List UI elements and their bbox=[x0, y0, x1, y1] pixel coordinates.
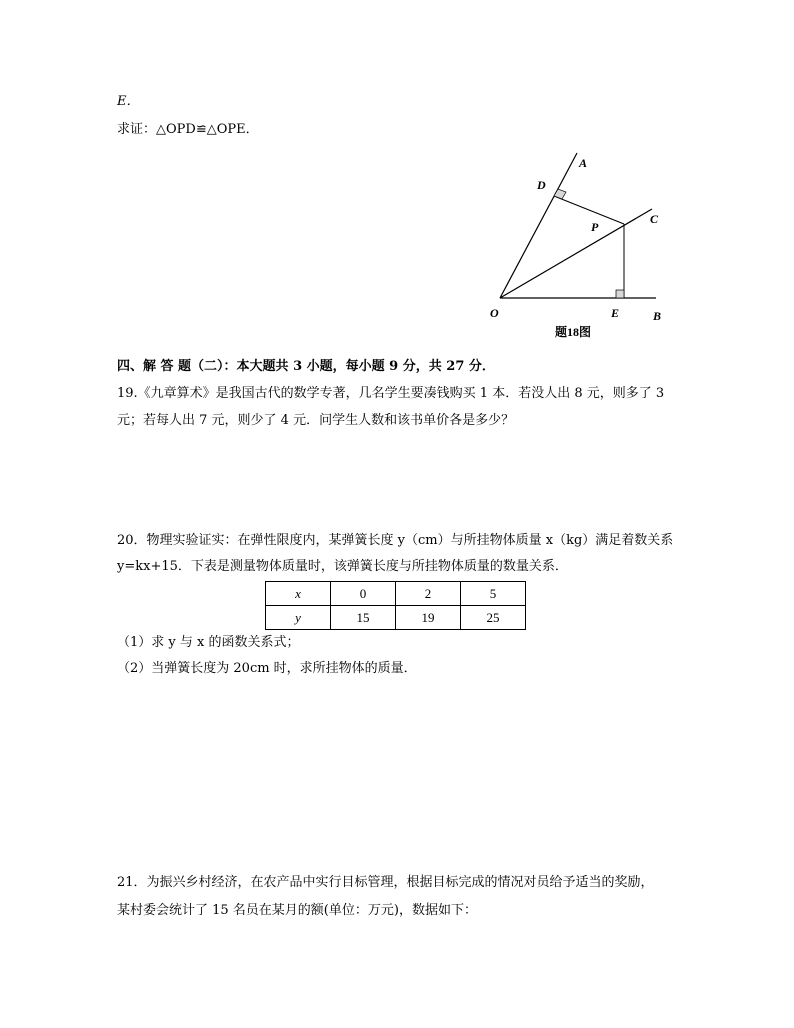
table-cell: y bbox=[266, 606, 331, 630]
label-b: B bbox=[653, 309, 662, 323]
ray-oc bbox=[500, 209, 652, 298]
geometry-figure bbox=[480, 145, 690, 345]
ray-oa bbox=[500, 153, 577, 298]
q21-line1: 21．为振兴乡村经济，在农产品中实行目标管理，根据目标完成的情况对员给予适当的奖励， bbox=[117, 875, 654, 890]
q19-line2: 元；若每人出 7 元，则少了 4 元．问学生人数和该书单价各是多少？ bbox=[117, 413, 515, 428]
q20-sub2: （2）当弹簧长度为 20cm 时，求所挂物体的质量． bbox=[117, 661, 417, 676]
table-cell: 25 bbox=[461, 606, 526, 630]
label-d: D bbox=[537, 178, 546, 192]
label-o: O bbox=[490, 306, 499, 320]
table-cell: 0 bbox=[331, 582, 396, 606]
figure-caption: 题18图 bbox=[555, 325, 592, 339]
q19-line1: 19.《九章算术》是我国古代的数学专著，几名学生要凑钱购买 1 本．若没人出 8 元，则多了 3 bbox=[117, 386, 665, 401]
right-angle-mark-d bbox=[554, 189, 566, 199]
label-p: P bbox=[591, 220, 599, 234]
section-heading: 四、解 答 题（二）：本大题共 3 小题，每小题 9 分，共 27 分． bbox=[117, 359, 495, 374]
q20-line1: 20．物理实验证实：在弹性限度内，某弹簧长度 y（cm）与所挂物体质量 x（kg）满足着数关系 bbox=[117, 533, 674, 548]
label-a: A bbox=[579, 156, 588, 170]
q21-line2: 某村委会统计了 15 名员在某月的额(单位：万元)，数据如下： bbox=[117, 903, 477, 918]
table-cell: x bbox=[266, 582, 331, 606]
segment-pd bbox=[554, 196, 624, 224]
table-cell: 2 bbox=[396, 582, 461, 606]
table-cell: 5 bbox=[461, 582, 526, 606]
fragment-e-line: E． bbox=[117, 94, 140, 109]
right-angle-mark-e bbox=[616, 290, 624, 298]
table-cell: 19 bbox=[396, 606, 461, 630]
prove-statement: 求证：△OPD≌△OPE． bbox=[117, 122, 259, 137]
label-e: E bbox=[611, 306, 620, 320]
label-c: C bbox=[650, 212, 659, 226]
table-row bbox=[266, 582, 526, 606]
table-row bbox=[266, 606, 526, 630]
q20-sub1: （1）求 y 与 x 的函数关系式； bbox=[117, 635, 300, 650]
q20-line2: y=kx+15．下表是测量物体质量时，该弹簧长度与所挂物体质量的数量关系． bbox=[117, 559, 568, 574]
table-cell: 15 bbox=[331, 606, 396, 630]
measurement-table bbox=[265, 581, 526, 630]
